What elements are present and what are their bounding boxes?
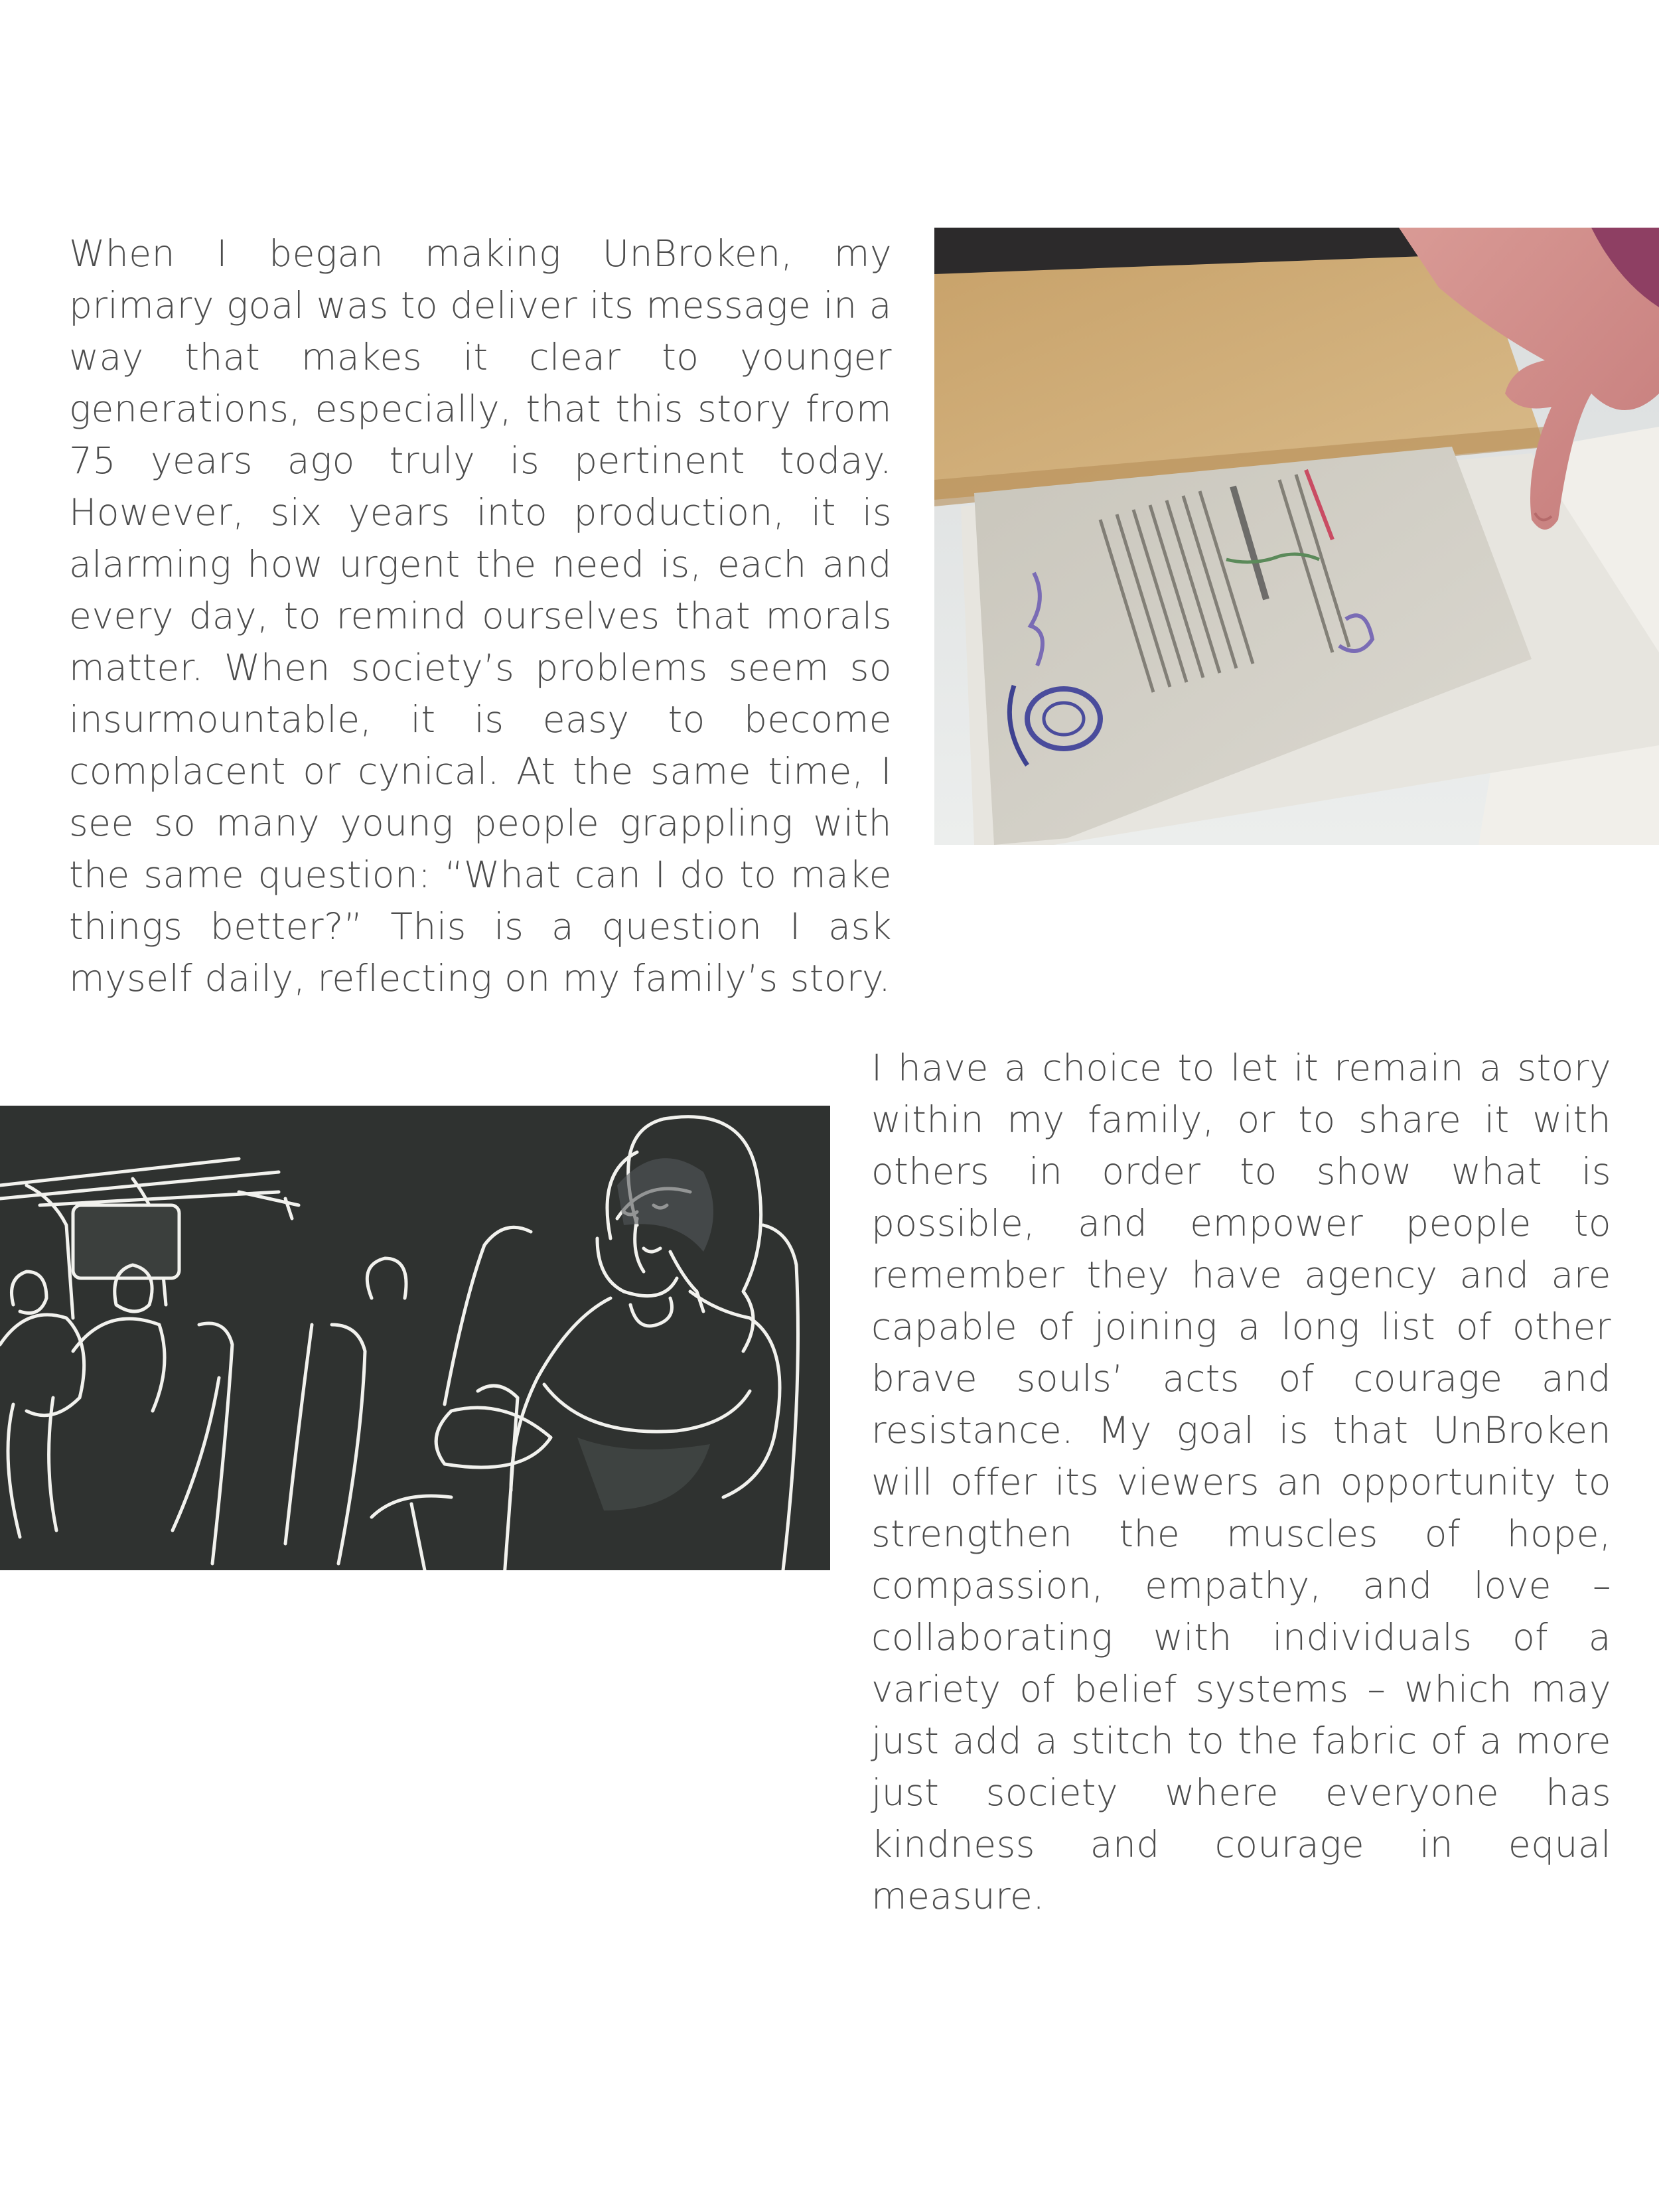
archival-document-photo xyxy=(934,228,1659,845)
chalk-drawing-woman-on-train xyxy=(0,1106,830,1570)
paragraph-intro: When I began making UnBroken, my primary goal was to deliver its message in a way that makes it clear to younger generations, especially, that this story from 75 years ago truly is pertinent today. However, six years into production, it is alarming how urgent the need is, each and every day, to remind ourselves that morals matter. When society’s problems seem so insurmountable, it is easy to become complacent or cynical. At the same time, I see so many young people grappling with the same question: “What can I do to make things better?” This is a question I ask myself daily, reflecting on my family’s story. xyxy=(69,232,892,999)
animated-train-scene-still xyxy=(0,1106,830,1570)
paragraph-choice: I have a choice to let it remain a story within my family, or to share it with others in order to show what is possible, and empower people to remember they have agency and are capable of joining a long list of other brave souls’ acts of courage and resistance. My goal is that UnBroken will offer its viewers an opportunity to strengthen the muscles of hope, compassion, empathy, and love – collaborating with individuals of a variety of belief systems – which may just add a stitch to the fabric of a more just society where everyone has kindness and courage in equal measure. xyxy=(871,1047,1611,1917)
archival-document-illustration xyxy=(934,228,1659,845)
